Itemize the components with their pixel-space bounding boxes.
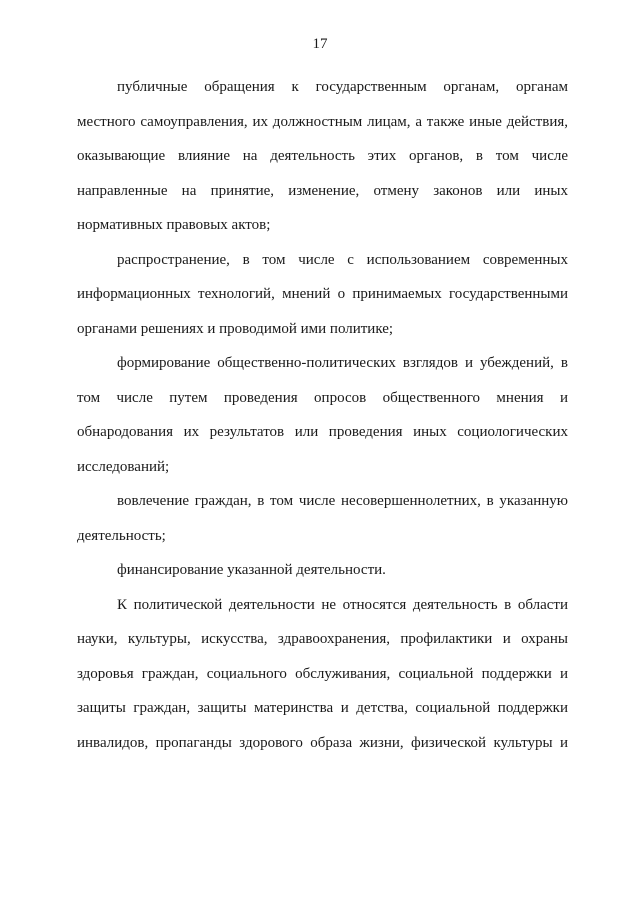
text-line: инвалидов, пропаганды здорового образа жизни, физической культуры и: [77, 734, 568, 751]
text-line: органами решениях и проводимой ими политике;: [77, 320, 394, 337]
text-line: исследований;: [77, 458, 170, 475]
text-line: вовлечение граждан, в том числе несовершеннолетних, в указанную: [117, 493, 568, 509]
text-line: том числе путем проведения опросов общественного мнения и: [77, 389, 568, 406]
text-line: формирование общественно-политических взглядов и убеждений, в: [117, 355, 568, 371]
text-line: обнародования их результатов или проведения иных социологических: [77, 424, 568, 440]
text-line: публичные обращения к государственным органам, органам: [117, 79, 568, 95]
text-line: финансирование указанной деятельности.: [117, 562, 386, 578]
text-line: защиты граждан, защиты материнства и детства, социальной поддержки: [77, 700, 568, 716]
text-line: деятельность;: [77, 527, 166, 544]
text-line: науки, культуры, искусства, здравоохранения, профилактики и охраны: [77, 631, 568, 647]
page-number: 17: [312, 36, 328, 52]
text-line: направленные на принятие, изменение, отмену законов или иных: [77, 182, 568, 199]
text-line: местного самоуправления, их должностным лицам, а также иные действия,: [77, 113, 568, 130]
text-line: информационных технологий, мнений о принимаемых государственными: [77, 286, 568, 302]
text-line: здоровья граждан, социального обслуживания, социальной поддержки и: [77, 665, 568, 682]
text-line: нормативных правовых актов;: [77, 217, 271, 233]
text-line: оказывающие влияние на деятельность этих органов, в том числе: [77, 148, 568, 164]
document-body: [77, 70, 568, 760]
text-line: К политической деятельности не относятся деятельность в области: [117, 596, 568, 613]
text-line: распространение, в том числе с использованием современных: [117, 251, 568, 268]
